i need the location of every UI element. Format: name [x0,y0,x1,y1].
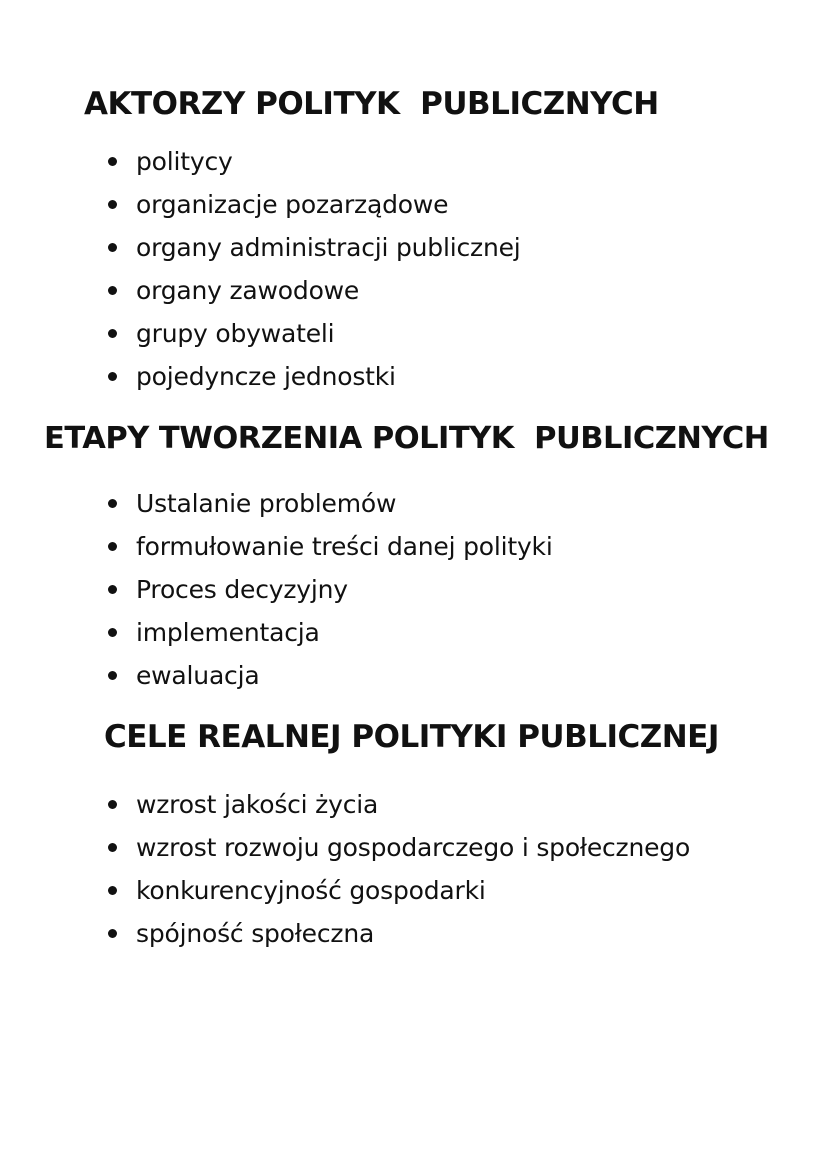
bullet-icon [108,499,117,508]
bullet-icon [108,628,117,637]
list-item-text: konkurencyjność gospodarki [136,876,486,905]
list-item-text: Ustalanie problemów [136,489,397,518]
list-item-text: wzrost rozwoju gospodarczego i społecznego [136,833,691,862]
list-item [108,269,521,312]
section-heading-aktorzy: AKTORZY POLITYK PUBLICZNYCH [84,86,659,122]
list-item [108,869,690,912]
list-item-text: formułowanie treści danej polityki [136,532,553,561]
bullet-icon [108,843,117,852]
list-item [108,611,553,654]
section-heading-cele: CELE REALNEJ POLITYKI PUBLICZNEJ [104,719,719,755]
bullet-list-aktorzy [108,140,521,398]
bullet-icon [108,542,117,551]
list-item [108,226,521,269]
list-item-text: organizacje pozarządowe [136,190,449,219]
list-item-text: Proces decyzyjny [136,575,348,604]
list-item-text: pojedyncze jednostki [136,362,396,391]
bullet-icon [108,329,117,338]
bullet-icon [108,372,117,381]
bullet-icon [108,929,117,938]
list-item [108,355,521,398]
list-item [108,312,521,355]
bullet-list-cele [108,783,690,955]
list-item [108,912,690,955]
list-item-text: organy administracji publicznej [136,233,521,262]
list-item [108,826,690,869]
bullet-icon [108,585,117,594]
bullet-icon [108,286,117,295]
bullet-icon [108,800,117,809]
list-item-text: ewaluacja [136,661,260,690]
list-item [108,525,553,568]
list-item-text: grupy obywateli [136,319,335,348]
bullet-icon [108,243,117,252]
list-item-text: politycy [136,147,233,176]
bullet-icon [108,671,117,680]
list-item [108,183,521,226]
bullet-icon [108,200,117,209]
bullet-icon [108,886,117,895]
bullet-icon [108,157,117,166]
list-item-text: wzrost jakości życia [136,790,379,819]
list-item [108,783,690,826]
bullet-list-etapy [108,482,553,697]
list-item-text: organy zawodowe [136,276,360,305]
list-item [108,482,553,525]
list-item-text: spójność społeczna [136,919,375,948]
list-item [108,654,553,697]
list-item-text: implementacja [136,618,320,647]
section-heading-etapy: ETAPY TWORZENIA POLITYK PUBLICZNYCH [44,421,769,456]
list-item [108,568,553,611]
list-item [108,140,521,183]
